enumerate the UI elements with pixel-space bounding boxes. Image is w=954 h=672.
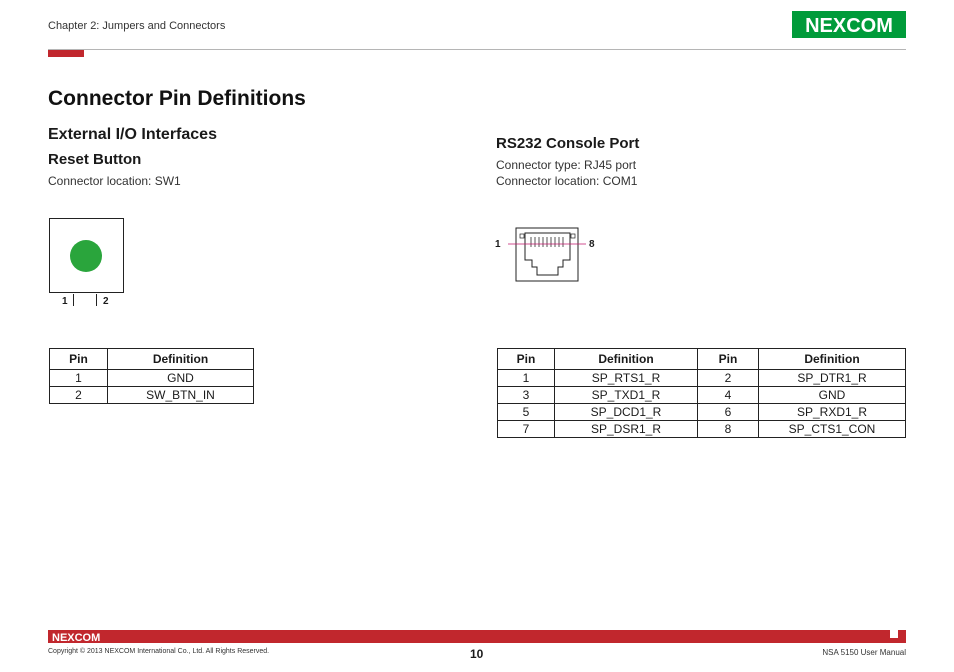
reset-pin-1-label: 1 — [62, 296, 68, 307]
reset-pin-table — [49, 348, 254, 404]
header-accent — [48, 50, 84, 57]
definition-cell: GND — [108, 370, 254, 387]
col-header-pin: Pin — [498, 349, 555, 370]
definition-cell: SP_DTR1_R — [759, 370, 906, 387]
pin-cell: 3 — [498, 387, 555, 404]
pin-cell: 4 — [698, 387, 759, 404]
pin-cell: 6 — [698, 404, 759, 421]
definition-cell: SP_DCD1_R — [555, 404, 698, 421]
rj45-pin-1-label: 1 — [495, 239, 501, 250]
table-row — [50, 370, 254, 387]
rj45-pin-8-label: 8 — [589, 239, 595, 250]
table-row — [498, 404, 906, 421]
pin-cell: 5 — [498, 404, 555, 421]
header-divider — [48, 49, 906, 50]
table-row — [498, 370, 906, 387]
rj45-port-icon — [500, 225, 600, 285]
footer-bar — [48, 630, 906, 643]
definition-cell: SP_DSR1_R — [555, 421, 698, 438]
definition-cell: SW_BTN_IN — [108, 387, 254, 404]
definition-cell: SP_RXD1_R — [759, 404, 906, 421]
copyright: Copyright © 2013 NEXCOM International Co., Ltd. All Rights Reserved. — [48, 648, 270, 655]
definition-cell: SP_CTS1_CON — [759, 421, 906, 438]
rs232-pin-table — [497, 348, 906, 438]
col-header-definition: Definition — [108, 349, 254, 370]
rs232-location: Connector location: COM1 — [496, 174, 638, 188]
table-row — [50, 387, 254, 404]
reset-pin-2-label: 2 — [103, 296, 109, 307]
definition-cell: SP_TXD1_R — [555, 387, 698, 404]
col-header-pin: Pin — [50, 349, 108, 370]
col-header-definition: Definition — [555, 349, 698, 370]
reset-heading: Reset Button — [48, 151, 142, 168]
manual-name: NSA 5150 User Manual — [822, 648, 906, 657]
definition-cell: GND — [759, 387, 906, 404]
pin-cell: 8 — [698, 421, 759, 438]
rs232-heading: RS232 Console Port — [496, 135, 640, 152]
table-header-row — [498, 349, 906, 370]
pin-cell: 1 — [498, 370, 555, 387]
table-row — [498, 421, 906, 438]
definition-cell: SP_RTS1_R — [555, 370, 698, 387]
pin-lead-2 — [96, 294, 97, 306]
pin-cell: 2 — [50, 387, 108, 404]
table-row — [498, 387, 906, 404]
reset-location: Connector location: SW1 — [48, 174, 181, 188]
footer-logo — [52, 631, 108, 642]
table-header-row — [50, 349, 254, 370]
nexcom-logo — [792, 11, 906, 38]
col-header-pin: Pin — [698, 349, 759, 370]
pin-lead-1 — [73, 294, 74, 306]
pin-cell: 7 — [498, 421, 555, 438]
chapter-label: Chapter 2: Jumpers and Connectors — [48, 20, 226, 32]
reset-button-icon — [70, 240, 102, 272]
footer-decoration — [890, 630, 898, 638]
pin-cell: 1 — [50, 370, 108, 387]
page-title: Connector Pin Definitions — [48, 87, 306, 110]
logo-text: NEXCOM — [805, 15, 893, 37]
footer-logo-text: NEXCOM — [52, 632, 101, 642]
rs232-type: Connector type: RJ45 port — [496, 158, 637, 172]
pin-cell: 2 — [698, 370, 759, 387]
section-heading: External I/O Interfaces — [48, 126, 217, 143]
col-header-definition: Definition — [759, 349, 906, 370]
page-number: 10 — [470, 647, 484, 661]
